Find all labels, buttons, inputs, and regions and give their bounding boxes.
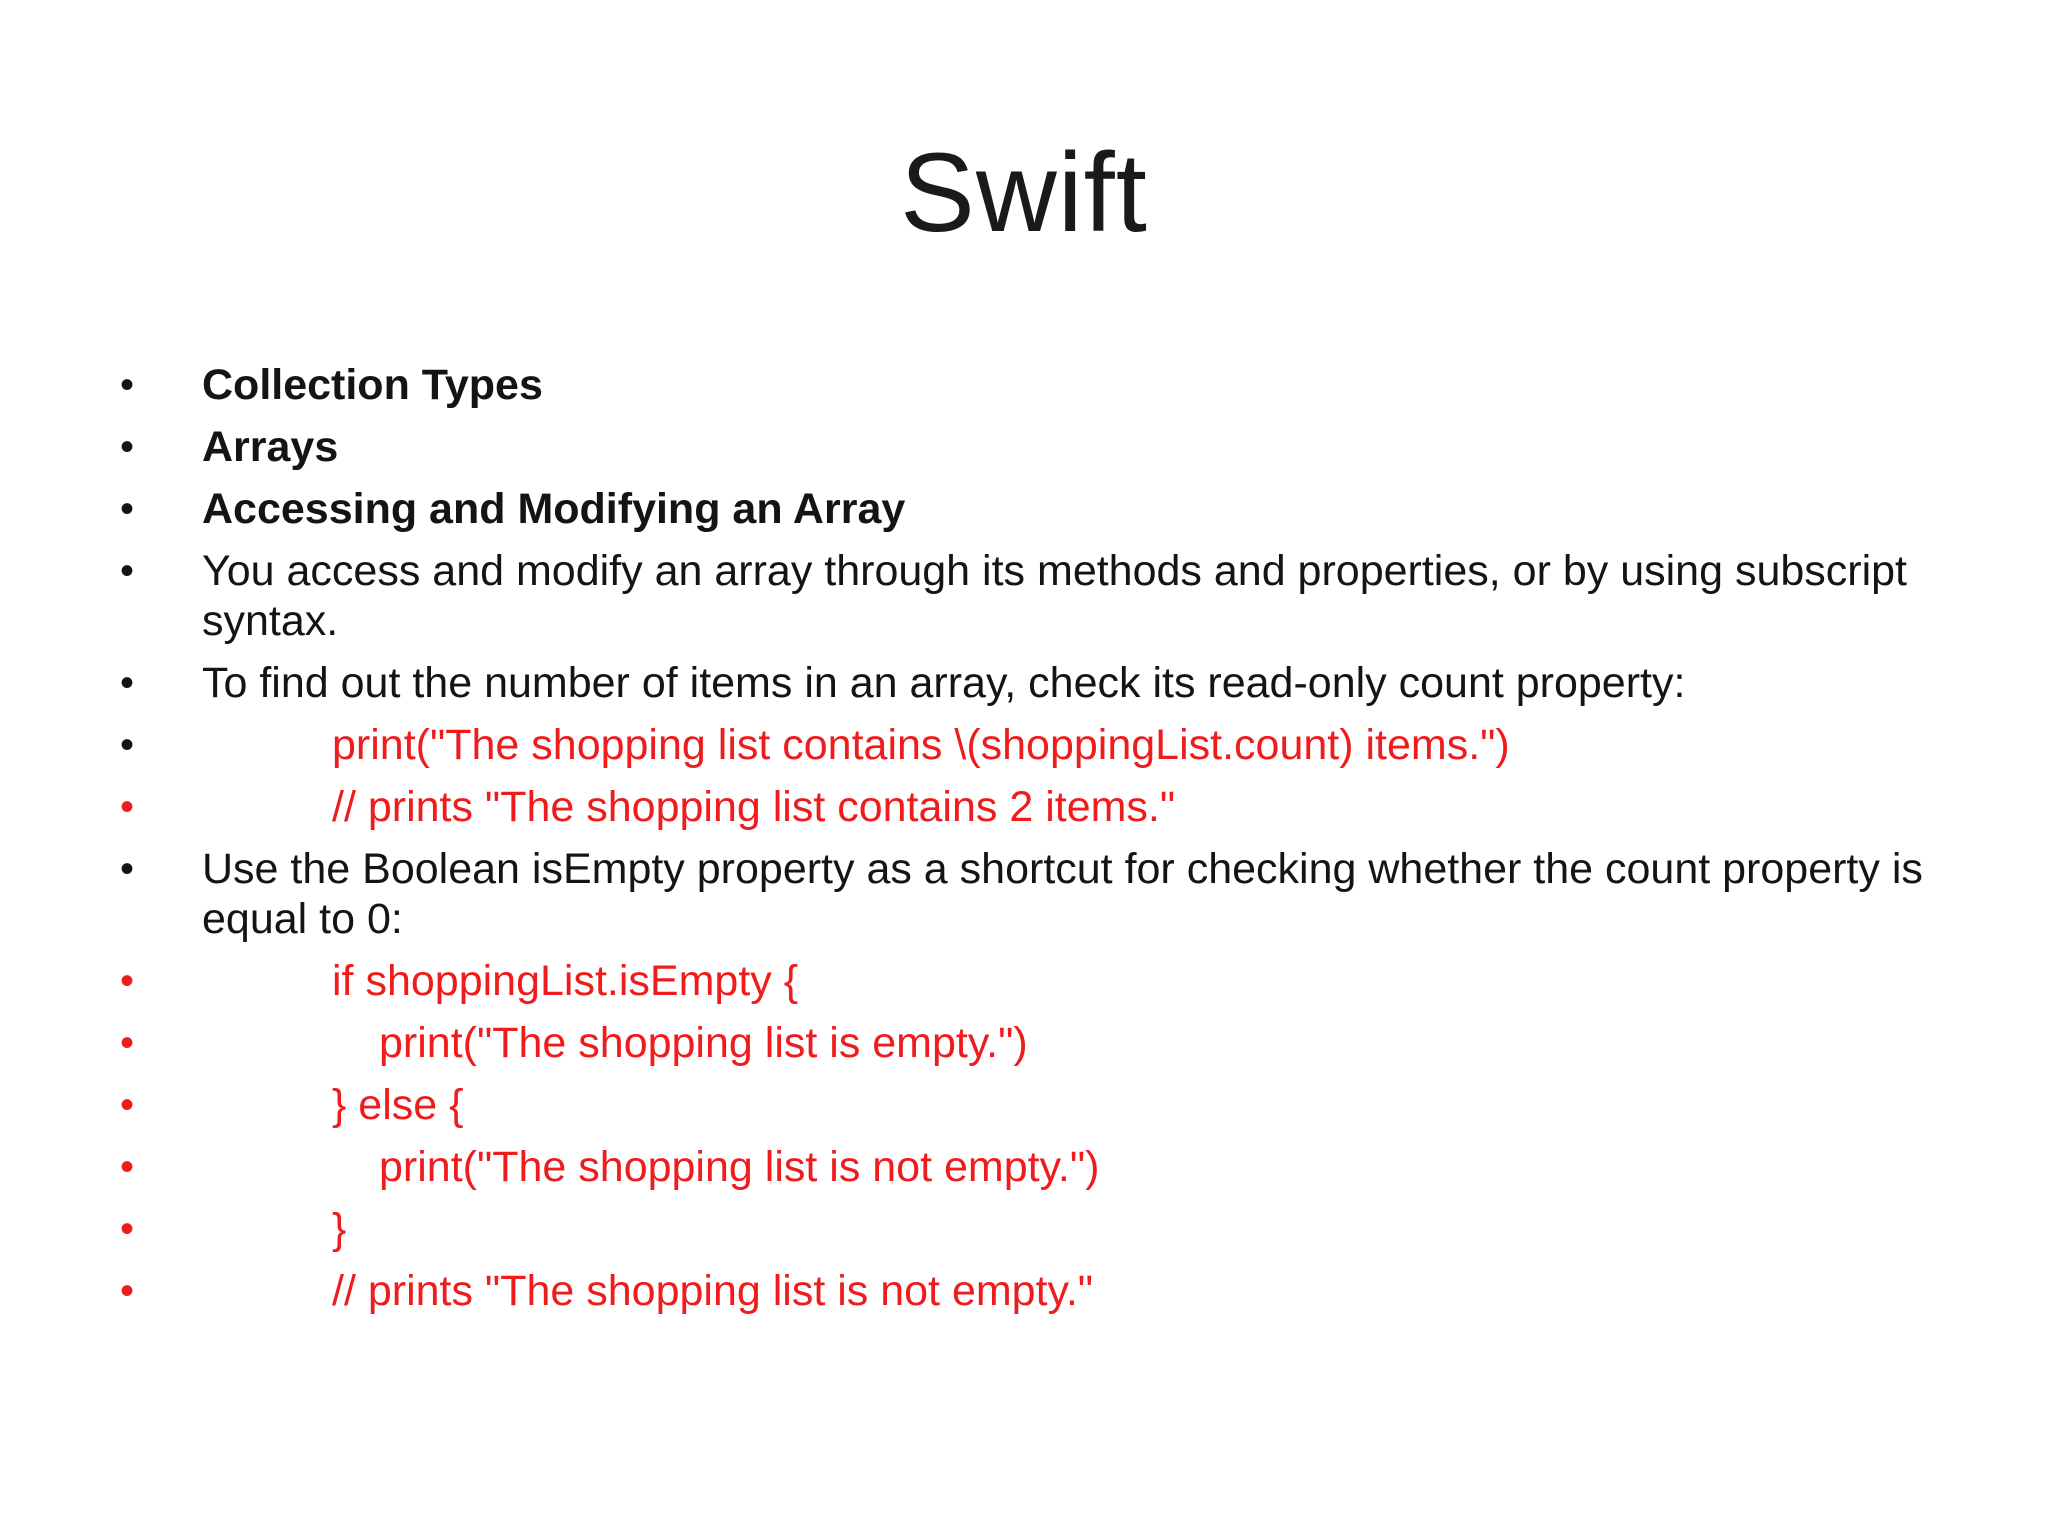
bullet-dot: • bbox=[120, 661, 135, 705]
bullet-dot: • bbox=[120, 847, 135, 891]
bullet-dot: • bbox=[120, 487, 135, 531]
code-text: // prints "The shopping list is not empty." bbox=[332, 1267, 1094, 1315]
bullet-text: Arrays bbox=[202, 423, 339, 471]
bullet-dot: • bbox=[120, 959, 135, 1003]
slide-title: Swift bbox=[900, 130, 1148, 255]
code-text: print("The shopping list contains \(shoppingList.count) items.") bbox=[332, 721, 1510, 769]
bullet-isempty-description bbox=[120, 844, 1980, 944]
code-text: print("The shopping list is not empty.") bbox=[379, 1143, 1100, 1191]
bullet-dot: • bbox=[120, 1145, 135, 1189]
bullet-dot: • bbox=[120, 785, 135, 829]
code-line-print-not-empty bbox=[120, 1142, 1980, 1192]
code-line-close-brace bbox=[120, 1204, 1980, 1254]
code-line-else bbox=[120, 1080, 1980, 1130]
bullet-accessing-modifying bbox=[120, 484, 1980, 534]
bullet-list bbox=[120, 360, 1980, 1328]
bullet-access-description bbox=[120, 546, 1980, 646]
bullet-text: Use the Boolean isEmpty property as a shortcut for checking whether the count property is equal to 0: bbox=[202, 845, 1923, 943]
bullet-dot: • bbox=[120, 363, 135, 407]
code-line-comment-count bbox=[120, 782, 1980, 832]
code-line-comment-not-empty bbox=[120, 1266, 1980, 1316]
bullet-collection-types bbox=[120, 360, 1980, 410]
bullet-text: Accessing and Modifying an Array bbox=[202, 485, 906, 533]
bullet-text: You access and modify an array through its methods and properties, or by using subscript syntax. bbox=[202, 547, 1908, 645]
code-line-if bbox=[120, 956, 1980, 1006]
bullet-dot: • bbox=[120, 723, 135, 767]
bullet-dot: • bbox=[120, 1269, 135, 1313]
bullet-text: To find out the number of items in an array, check its read-only count property: bbox=[202, 659, 1686, 707]
code-text: // prints "The shopping list contains 2 items." bbox=[332, 783, 1176, 831]
code-line-print-count bbox=[120, 720, 1980, 770]
code-text: } else { bbox=[332, 1081, 464, 1129]
code-text: print("The shopping list is empty.") bbox=[379, 1019, 1028, 1067]
code-text: } bbox=[332, 1205, 347, 1253]
bullet-count-description bbox=[120, 658, 1980, 708]
bullet-dot: • bbox=[120, 1021, 135, 1065]
bullet-dot: • bbox=[120, 425, 135, 469]
bullet-dot: • bbox=[120, 1207, 135, 1251]
bullet-text: Collection Types bbox=[202, 361, 543, 409]
code-text: if shoppingList.isEmpty { bbox=[332, 957, 799, 1005]
bullet-dot: • bbox=[120, 1083, 135, 1127]
code-line-print-empty bbox=[120, 1018, 1980, 1068]
bullet-arrays bbox=[120, 422, 1980, 472]
bullet-dot: • bbox=[120, 549, 135, 593]
